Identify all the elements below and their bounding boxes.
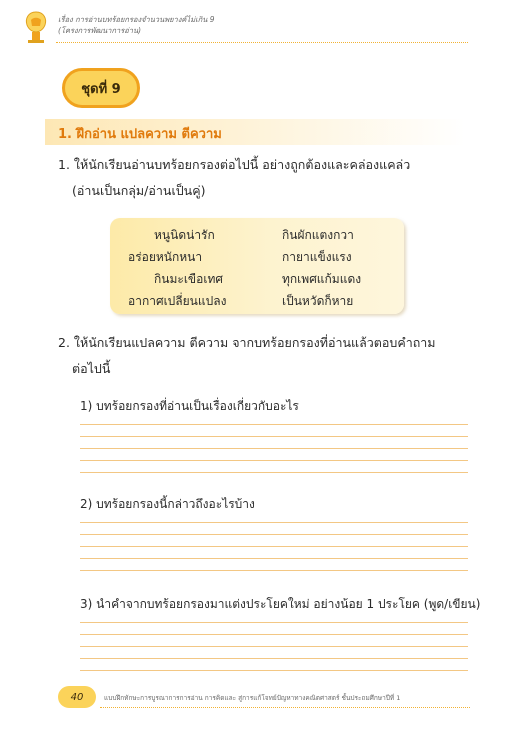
question-1: [58, 152, 478, 204]
question-2-line-2: ต่อไปนี้: [72, 361, 111, 376]
answer-line[interactable]: [80, 472, 468, 473]
answer-line[interactable]: [80, 570, 468, 571]
footer-text: แบบฝึกทักษะการบูรณาการการอ่าน การคิดและ สู่การแก้โจทย์ปัญหาทางคณิตศาสตร์ ชั้นประถมศึกษาปีที่ 1: [104, 694, 401, 702]
answer-line[interactable]: [80, 546, 468, 547]
school-logo-icon: [22, 10, 50, 44]
answer-line[interactable]: [80, 460, 468, 461]
page-number: 40: [70, 691, 84, 703]
poem-left-line: กินมะเขือเทศ: [154, 272, 223, 286]
set-badge: [62, 68, 140, 108]
question-2-line-1: 2. ให้นักเรียนแปลความ ตีความ จากบทร้อยกรองที่อ่านแล้วตอบคำถาม: [58, 335, 436, 350]
answer-line[interactable]: [80, 634, 468, 635]
poem-left-line: หนูนิดน่ารัก: [154, 228, 215, 242]
header-line-2: (โครงการพัฒนาการอ่าน): [58, 26, 142, 35]
poem-right-line: กินผักแตงกวา: [282, 228, 354, 242]
poem-right-line: กายาแข็งแรง: [282, 250, 352, 264]
set-label: ชุดที่ 9: [81, 81, 121, 97]
answer-line[interactable]: [80, 670, 468, 671]
question-2: [58, 330, 478, 382]
header-divider: [56, 42, 468, 43]
answer-line[interactable]: [80, 534, 468, 535]
poem-right-line: ทุกเพศแก้มแดง: [282, 272, 362, 286]
footer-divider: [100, 707, 470, 708]
poem-left-line: อากาศเปลี่ยนแปลง: [128, 294, 227, 308]
header-text: [58, 14, 215, 36]
poem-left-line: อร่อยหนักหนา: [128, 250, 203, 264]
question-1-line-2: (อ่านเป็นกลุ่ม/อ่านเป็นคู่): [72, 183, 206, 198]
sub-question-2: 2) บทร้อยกรองนี้กล่าวถึงอะไรบ้าง: [80, 497, 255, 511]
sub-question-3: 3) นำคำจากบทร้อยกรองมาแต่งประโยคใหม่ อย่างน้อย 1 ประโยค (พูด/เขียน): [80, 597, 481, 611]
poem-box: [110, 218, 404, 314]
answer-line[interactable]: [80, 558, 468, 559]
answer-line[interactable]: [80, 448, 468, 449]
answer-line[interactable]: [80, 436, 468, 437]
poem-right-line: เป็นหวัดก็หาย: [282, 294, 354, 308]
answer-line[interactable]: [80, 658, 468, 659]
answer-line[interactable]: [80, 646, 468, 647]
answer-line[interactable]: [80, 424, 468, 425]
question-1-line-1: 1. ให้นักเรียนอ่านบทร้อยกรองต่อไปนี้ อย่างถูกต้องและคล่องแคล่ว: [58, 157, 411, 172]
page-number-badge: [58, 686, 96, 708]
answer-line[interactable]: [80, 522, 468, 523]
section-title: 1. ฝึกอ่าน แปลความ ตีความ: [58, 127, 222, 142]
answer-line[interactable]: [80, 622, 468, 623]
sub-question-1: 1) บทร้อยกรองที่อ่านเป็นเรื่องเกี่ยวกับอะไร: [80, 399, 299, 413]
header-line-1: เรื่อง การอ่านบทร้อยกรองจำนวนพยางค์ไม่เกิน 9: [58, 15, 215, 24]
